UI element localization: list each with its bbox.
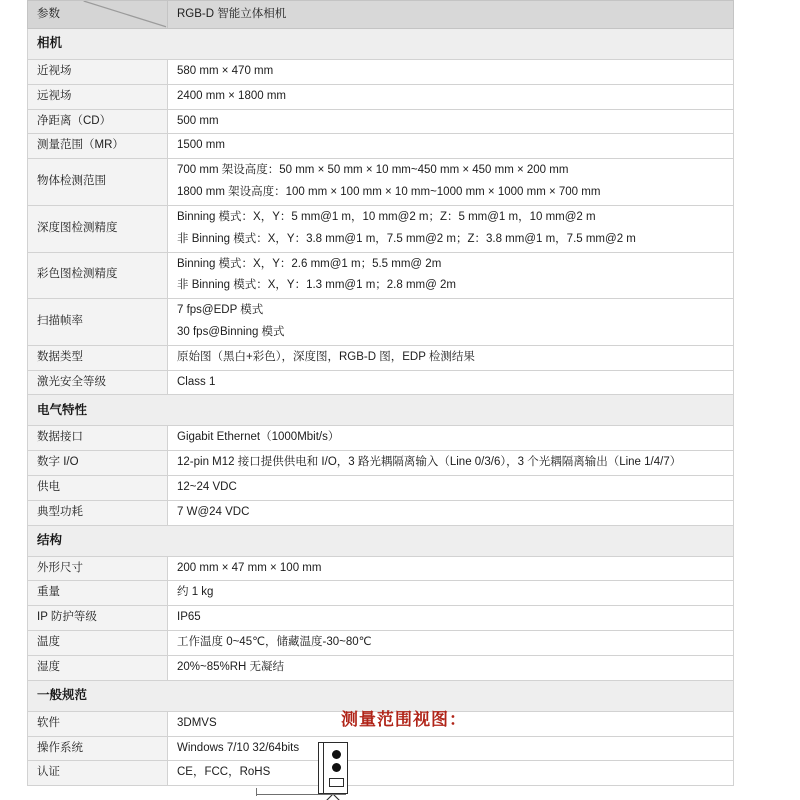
row-value-line: 7 fps@EDP 模式 bbox=[177, 304, 264, 317]
header-parameter-label: 参数 bbox=[37, 7, 60, 20]
row-value-line: 1500 mm bbox=[177, 139, 225, 152]
row-value-line: IP65 bbox=[177, 611, 201, 624]
row-value bbox=[168, 426, 734, 451]
row-value bbox=[168, 500, 734, 525]
section-title: 相机 bbox=[28, 29, 734, 60]
row-value-line: 580 mm × 470 mm bbox=[177, 65, 274, 77]
camera-device-icon bbox=[318, 742, 348, 794]
row-value-line: 工作温度 0~45℃，储藏温度-30~80℃ bbox=[177, 636, 372, 649]
row-value bbox=[168, 370, 734, 395]
row-value bbox=[168, 84, 734, 109]
row-value bbox=[168, 109, 734, 134]
table-row bbox=[28, 84, 734, 109]
table-row bbox=[28, 299, 734, 346]
row-label: 激光安全等级 bbox=[28, 370, 168, 395]
table-row bbox=[28, 606, 734, 631]
specification-table bbox=[27, 0, 734, 786]
row-value bbox=[168, 134, 734, 159]
row-label: 物体检测范围 bbox=[28, 159, 168, 206]
header-cell-parameter bbox=[28, 1, 168, 29]
row-value-line: 3DMVS bbox=[177, 716, 217, 729]
camera-projector-icon bbox=[329, 778, 344, 787]
row-value-line: 原始图（黑白+彩色），深度图，RGB-D 图，EDP 检测结果 bbox=[177, 350, 475, 363]
diagram-canvas bbox=[0, 740, 800, 800]
row-label: 测量范围（MR） bbox=[28, 134, 168, 159]
row-label: 典型功耗 bbox=[28, 500, 168, 525]
measurement-range-diagram bbox=[0, 705, 800, 800]
row-value-line: 约 1 kg bbox=[177, 586, 214, 599]
row-value bbox=[168, 556, 734, 581]
row-value-line: 7 W@24 VDC bbox=[177, 505, 250, 518]
camera-rail-line bbox=[323, 743, 324, 793]
section-title: 一般规范 bbox=[28, 680, 734, 711]
row-value bbox=[168, 581, 734, 606]
row-value-line: Binning 模式：X，Y：2.6 mm@1 m；5.5 mm@ 2m bbox=[177, 257, 442, 270]
row-value-line: CE，FCC，RoHS bbox=[177, 766, 271, 779]
spec-table-body bbox=[28, 1, 734, 786]
table-row bbox=[28, 370, 734, 395]
row-label: 数字 I/O bbox=[28, 451, 168, 476]
table-row bbox=[28, 500, 734, 525]
row-value bbox=[168, 476, 734, 501]
header-cell-product-name: RGB-D 智能立体相机 bbox=[168, 1, 734, 29]
row-value bbox=[168, 159, 734, 206]
table-row bbox=[28, 476, 734, 501]
row-label: 操作系统 bbox=[28, 736, 168, 761]
row-label: 认证 bbox=[28, 761, 168, 786]
row-value-line: 12-pin M12 接口提供供电和 I/O，3 路光耦隔离输入（Line 0/3/6），3 个光耦隔离输出（Line 1/4/7） bbox=[177, 456, 682, 469]
table-row bbox=[28, 631, 734, 656]
table-row bbox=[28, 60, 734, 85]
measurement-baseline bbox=[256, 794, 346, 795]
table-row bbox=[28, 205, 734, 252]
camera-lens-top-icon bbox=[332, 750, 341, 759]
row-value-line: 12~24 VDC bbox=[177, 481, 237, 493]
row-value-line: 非 Binning 模式：X，Y：3.8 mm@1 m，7.5 mm@2 m；Z：3.8 mm@1 m，7.5 mm@2 m bbox=[177, 232, 636, 245]
row-label: 净距离（CD） bbox=[28, 109, 168, 134]
row-value-line: 30 fps@Binning 模式 bbox=[177, 325, 285, 338]
row-value-line: 500 mm bbox=[177, 114, 219, 127]
table-row bbox=[28, 556, 734, 581]
row-value-line: Binning 模式：X，Y：5 mm@1 m，10 mm@2 m；Z：5 mm@1 m，10 mm@2 m bbox=[177, 210, 596, 223]
table-row bbox=[28, 655, 734, 680]
row-label: IP 防护等级 bbox=[28, 606, 168, 631]
table-row bbox=[28, 109, 734, 134]
table-header-row bbox=[28, 1, 734, 29]
spec-table-container bbox=[27, 0, 733, 786]
row-value bbox=[168, 345, 734, 370]
row-label: 近视场 bbox=[28, 60, 168, 85]
row-value-line: 2400 mm × 1800 mm bbox=[177, 89, 286, 102]
table-row bbox=[28, 426, 734, 451]
table-row bbox=[28, 581, 734, 606]
row-label: 彩色图检测精度 bbox=[28, 252, 168, 299]
row-value bbox=[168, 299, 734, 346]
section-title: 电气特性 bbox=[28, 395, 734, 426]
row-value-line: 非 Binning 模式：X，Y：1.3 mm@1 m；2.8 mm@ 2m bbox=[177, 279, 456, 292]
table-row bbox=[28, 159, 734, 206]
table-row bbox=[28, 134, 734, 159]
row-label: 供电 bbox=[28, 476, 168, 501]
row-value bbox=[168, 60, 734, 85]
row-label: 数据接口 bbox=[28, 426, 168, 451]
section-header-row bbox=[28, 395, 734, 426]
table-row bbox=[28, 345, 734, 370]
row-value bbox=[168, 631, 734, 656]
row-value-line: 20%~85%RH 无凝结 bbox=[177, 660, 285, 673]
table-row bbox=[28, 252, 734, 299]
diagram-title: 测量范围视图： bbox=[341, 710, 467, 729]
row-value-line: Gigabit Ethernet（1000Mbit/s） bbox=[177, 431, 340, 444]
row-value-line: Windows 7/10 32/64bits bbox=[177, 741, 300, 754]
row-value-line: 700 mm 架设高度：50 mm × 50 mm × 10 mm~450 mm × 450 mm × 200 mm bbox=[177, 164, 569, 177]
row-label: 深度图检测精度 bbox=[28, 205, 168, 252]
row-label: 远视场 bbox=[28, 84, 168, 109]
measurement-tick-mark bbox=[256, 788, 257, 796]
row-value bbox=[168, 655, 734, 680]
row-label: 扫描帧率 bbox=[28, 299, 168, 346]
row-value bbox=[168, 451, 734, 476]
row-label: 数据类型 bbox=[28, 345, 168, 370]
row-label: 湿度 bbox=[28, 655, 168, 680]
camera-lens-bottom-icon bbox=[332, 763, 341, 772]
row-value bbox=[168, 606, 734, 631]
section-header-row bbox=[28, 29, 734, 60]
section-header-row bbox=[28, 525, 734, 556]
row-value bbox=[168, 205, 734, 252]
table-row bbox=[28, 451, 734, 476]
row-label: 重量 bbox=[28, 581, 168, 606]
section-title: 结构 bbox=[28, 525, 734, 556]
row-label: 温度 bbox=[28, 631, 168, 656]
row-label: 外形尺寸 bbox=[28, 556, 168, 581]
row-value bbox=[168, 252, 734, 299]
row-label: 软件 bbox=[28, 711, 168, 736]
row-value-line: 200 mm × 47 mm × 100 mm bbox=[177, 561, 322, 574]
row-value-line: Class 1 bbox=[177, 375, 216, 388]
row-value-line: 1800 mm 架设高度：100 mm × 100 mm × 10 mm~1000 mm × 1000 mm × 700 mm bbox=[177, 186, 601, 199]
